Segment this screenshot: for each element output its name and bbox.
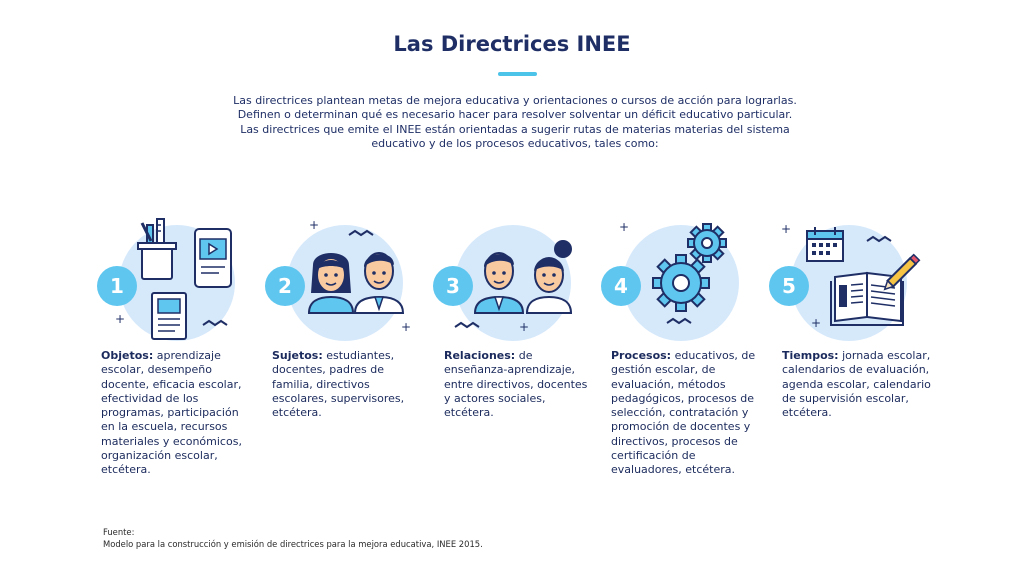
item-text: de enseñanza-aprendizaje, entre directivos, docentes y actores sociales, etcétera. [444, 349, 588, 420]
item-description-sujetos [272, 349, 408, 420]
intro-line: educativo y de los procesos educativos, tales como: [371, 137, 659, 151]
page-title: Las Directrices INEE [393, 32, 631, 56]
svg-text:+: + [401, 320, 412, 334]
source-label: Fuente: [103, 527, 135, 537]
item-relaciones [431, 205, 601, 345]
item-label: Tiempos: [782, 349, 839, 362]
svg-text:+: + [619, 220, 630, 234]
svg-text:+: + [811, 316, 822, 330]
step-number-badge: 1 [97, 266, 137, 306]
item-label: Relaciones: [444, 349, 516, 362]
svg-text:+: + [781, 222, 792, 236]
intro-line: Las directrices plantean metas de mejora educativa y orientaciones o cursos de acción para lograrlas. [233, 94, 797, 107]
title-underline [498, 72, 537, 76]
item-procesos [599, 205, 769, 345]
item-text: jornada escolar, calendarios de evaluación, agenda escolar, calendario de supervisión escolar, etcétera. [782, 349, 931, 420]
step-number-badge: 3 [433, 266, 473, 306]
item-objetos [95, 205, 265, 345]
intro-line: Las directrices que emite el INEE están orientadas a sugerir rutas de materias materias del sistema [240, 122, 790, 136]
item-description-tiempos [782, 349, 938, 420]
item-description-procesos [611, 349, 757, 478]
intro-paragraph [220, 94, 810, 152]
item-text: aprendizaje escolar, desempeño docente, eficacia escolar, efectividad de los programas, participación en la escuela, recursos materiales y económicos, organización escolar, etcétera. [101, 349, 242, 477]
item-label: Sujetos: [272, 349, 323, 362]
item-description-objetos [101, 349, 251, 478]
item-label: Objetos: [101, 349, 154, 362]
svg-text:+: + [309, 218, 320, 232]
intro-line: Definen o determinan qué es necesario hacer para resolver solventar un déficit educativo particular. [237, 108, 793, 122]
item-description-relaciones [444, 349, 590, 420]
source-text: Modelo para la construcción y emisión de directrices para la mejora educativa, INEE 2015. [103, 539, 483, 549]
item-tiempos [767, 205, 937, 345]
item-label: Procesos: [611, 349, 672, 362]
step-number-badge: 2 [265, 266, 305, 306]
svg-text:+: + [519, 320, 530, 334]
item-text: educativos, de gestión escolar, de evaluación, métodos pedagógicos, procesos de selección, contratación y promoción de docentes y directivos, procesos de certificación de evaluadores, etcétera. [611, 349, 756, 477]
step-number-badge: 5 [769, 266, 809, 306]
step-number-badge: 4 [601, 266, 641, 306]
svg-text:+: + [115, 312, 126, 326]
source-note [103, 526, 483, 550]
item-sujetos [263, 205, 433, 345]
item-text: estudiantes, docentes, padres de familia, directivos escolares, supervisores, etcétera. [272, 349, 405, 420]
